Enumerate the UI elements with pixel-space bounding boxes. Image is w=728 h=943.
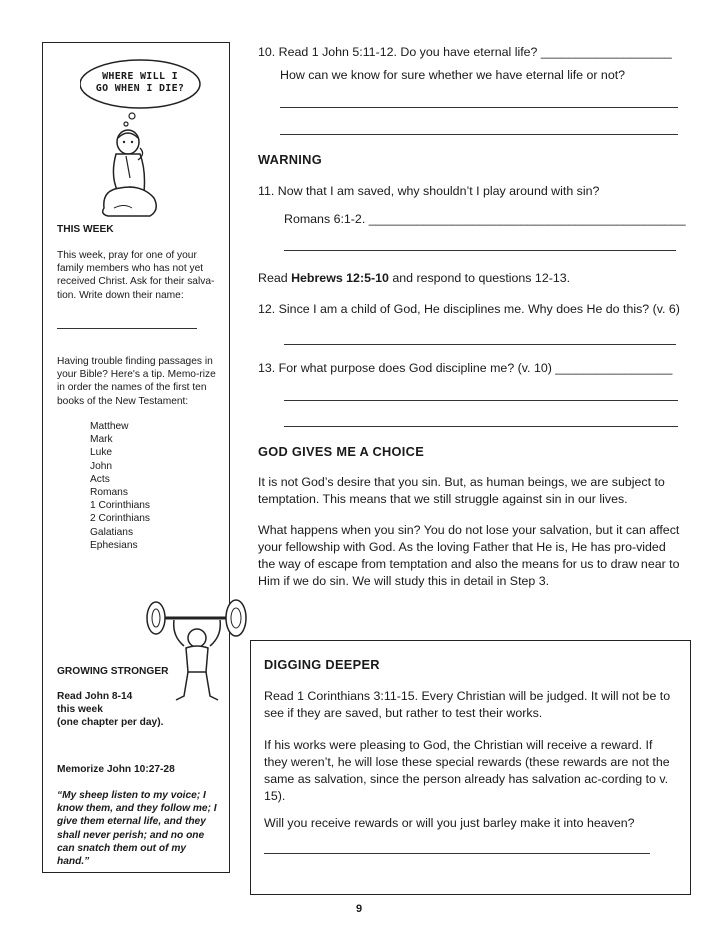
read-hebrews-instruction: [258, 270, 570, 287]
list-item: Galatians: [90, 526, 134, 538]
question-10b: How can we know for sure whether we have eternal life or not?: [280, 68, 626, 82]
question-12: 12. Since I am a child of God, He disciplines me. Why does He do this? (v. 6): [258, 302, 680, 316]
digging-paragraph-3: Will you receive rewards or will you just barley make it into heaven?: [264, 816, 635, 830]
read-line-2: this week: [57, 704, 103, 715]
list-item: Romans: [90, 487, 128, 499]
page-number: 9: [356, 903, 363, 915]
digging-paragraph-1: Read 1 Corinthians 3:11-15. Every Christian will be judged. It will not be to see if they are saved, but rather to test their works.: [264, 689, 671, 720]
read-reference: Hebrews 12:5-10: [291, 271, 389, 285]
list-item: Matthew: [90, 421, 129, 432]
answer-line: [284, 250, 676, 251]
memorize-text: Memorize John 10:27-28: [57, 764, 175, 775]
memory-verse: “My sheep listen to my voice; I know them, and they follow me; I give them eternal life, and they shall never perish; and no one can snatch them out of my hand.”: [57, 790, 217, 868]
tip-text: Having trouble finding passages in your Bible? Here's a tip. Memo-rize in order the names of the first ten books of the New Testament:: [57, 356, 216, 407]
list-item: 1 Corinthians: [90, 500, 151, 512]
digging-paragraph-2: If his works were pleasing to God, the Christian will receive a reward. If they weren’t, he will lose these special rewards (these rewards are not the same as salvation, since the person already has salvation ac-cording to v. 15).: [264, 738, 670, 803]
this-week-heading: THIS WEEK: [57, 224, 114, 235]
read-line-3: (one chapter per day).: [57, 717, 164, 728]
list-item: Ephesians: [90, 539, 138, 551]
digging-deeper-heading: DIGGING DEEPER: [264, 657, 380, 672]
books-list: [90, 420, 150, 552]
list-item: Luke: [90, 447, 113, 459]
this-week-text: This week, pray for one of your family members who has not yet received Christ. Ask for their salva-tion. Write down their name:: [57, 250, 215, 301]
question-13: 13. For what purpose does God discipline me? (v. 10) _________________: [258, 361, 673, 375]
choice-paragraph-2: What happens when you sin? You do not lose your salvation, but it can affect your fellowship with God. As the loving Father that He is, He has pro-vided the way of escape from temptation and also the means for us to draw near to Him if we do sin. We will study this in detail in Step 3.: [258, 523, 680, 588]
growing-stronger-heading: GROWING STRONGER: [57, 666, 169, 677]
answer-line: [280, 107, 678, 108]
answer-line: [284, 426, 678, 427]
thought-bubble-text: WHERE WILL I GO WHEN I DIE?: [95, 71, 185, 94]
list-item: 2 Corinthians: [90, 513, 151, 525]
read-line-1: Read John 8-14: [57, 691, 133, 702]
answer-line: [284, 344, 676, 345]
question-11: 11. Now that I am saved, why shouldn’t I play around with sin?: [258, 184, 600, 198]
read-prefix: Read: [258, 271, 292, 285]
name-write-line: [57, 328, 197, 329]
read-suffix: and respond to questions 12-13.: [388, 271, 571, 285]
question-10: 10. Read 1 John 5:11-12. Do you have eternal life? ___________________: [258, 45, 672, 59]
answer-line: [280, 134, 678, 135]
list-item: John: [90, 460, 113, 472]
choice-heading: GOD GIVES ME A CHOICE: [258, 444, 425, 459]
choice-paragraph-1: It is not God’s desire that you sin. But, as human beings, we are subject to temptation. This means that we still struggle against sin in our lives.: [258, 475, 665, 506]
answer-line: [284, 400, 678, 401]
list-item: Acts: [90, 473, 110, 485]
warning-heading: WARNING: [258, 152, 322, 167]
answer-line: [264, 853, 650, 854]
question-11-ref: Romans 6:1-2. ______________________________________________: [284, 212, 686, 226]
list-item: Mark: [90, 434, 113, 446]
